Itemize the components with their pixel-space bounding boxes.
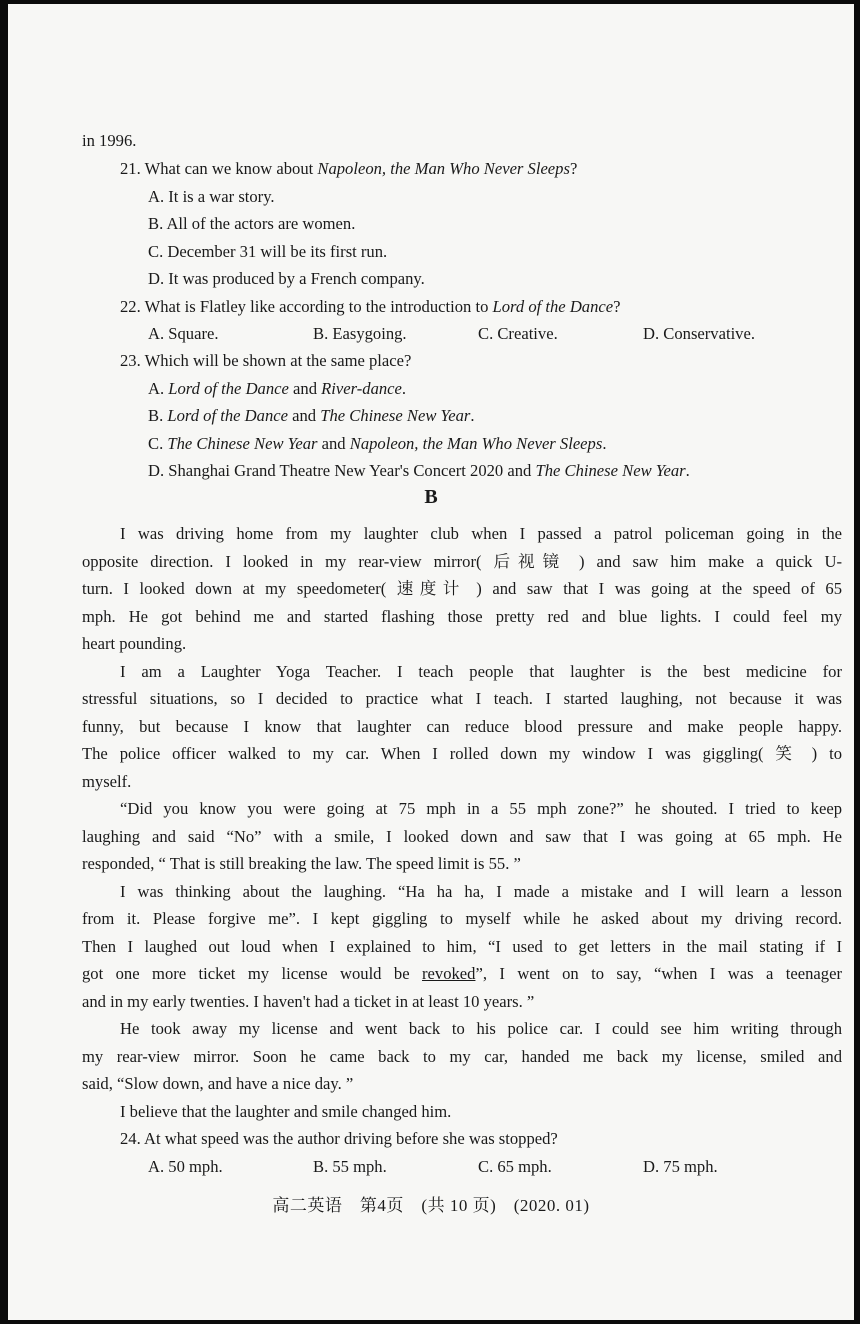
exam-page [8, 4, 854, 1320]
text-segment: D. Shanghai Grand Theatre New Year's Concert 2020 and [148, 461, 536, 480]
text-segment: I believe that the laughter and smile changed him. [120, 1102, 452, 1121]
line-q22 [120, 296, 854, 318]
italic-title: Lord of the Dance [167, 406, 288, 425]
text-segment: B. [148, 406, 168, 425]
text-segment: myself. [82, 772, 132, 791]
text-segment: from it. Please forgive me”. I kept giggling to myself while he asked about my driving record. [82, 909, 842, 928]
text-segment: and [288, 379, 322, 398]
line-p4l4 [82, 963, 842, 985]
text-segment: . [401, 379, 407, 398]
line-q23 [120, 350, 854, 372]
text-segment: “Did you know you were going at 75 mph in a 55 mph zone?” he shouted. I tried to keep [120, 799, 842, 818]
line-p4l3 [82, 936, 842, 958]
italic-title: River-dance [321, 379, 402, 398]
italic-title: Lord of the Dance [492, 297, 614, 316]
text-segment: . [685, 461, 690, 480]
page-footer: 高二英语 第4页 (共 10 页) (2020. 01) [272, 1196, 590, 1215]
line-p5l2 [82, 1046, 842, 1068]
line-p2l3 [82, 716, 842, 738]
option-d: D. Conservative. [643, 324, 755, 343]
line-p4l2 [82, 908, 842, 930]
text-segment: 23. Which will be shown at the same place? [120, 351, 412, 370]
text-segment: stressful situations, so I decided to practice what I teach. I started laughing, not because it was [82, 689, 842, 708]
line-q23b [148, 405, 854, 427]
text-segment: ? [613, 297, 621, 316]
line-p4l5 [82, 991, 842, 1013]
option-c: C. Creative. [478, 324, 558, 343]
option-b: B. Easygoing. [313, 324, 407, 343]
text-segment: D. It was produced by a French company. [148, 269, 425, 288]
line-q21c [148, 241, 854, 263]
text-segment: ? [569, 159, 578, 178]
text-segment: C. December 31 will be its first run. [148, 242, 388, 261]
line-p1l3 [82, 578, 842, 600]
italic-title: Lord of the Dance [168, 379, 289, 398]
text-segment: laughing and said “No” with a smile, I looked down and saw that I was going at 65 mph. He [82, 827, 842, 846]
text-segment: I am a Laughter Yoga Teacher. I teach people that laughter is the best medicine for [120, 662, 842, 681]
text-segment: and in my early twenties. I haven't had a ticket in at least 10 years. ” [82, 992, 535, 1011]
text-segment: Then I laughed out loud when I explained to him, “I used to get letters in the mail stating if I [82, 937, 842, 956]
italic-title: Napoleon, the Man Who Never Sleeps [317, 159, 570, 178]
text-segment: . [470, 406, 475, 425]
text-segment: C. [148, 434, 168, 453]
line-q23a [148, 378, 854, 400]
italic-title: The Chinese New Year [535, 461, 686, 480]
line-q24 [120, 1128, 854, 1150]
line-q21d [148, 268, 854, 290]
line-q23c [148, 433, 854, 455]
line-p3l3 [82, 853, 842, 875]
text-segment: A. [148, 379, 169, 398]
text-segment: and [317, 434, 350, 453]
line-p2l5 [82, 771, 842, 793]
line-p6l1 [120, 1101, 842, 1123]
line-p3l2 [82, 826, 842, 848]
text-segment: ”, I went on to say, “when I was a teenager [475, 964, 842, 983]
option-b: B. 55 mph. [313, 1157, 387, 1176]
text-segment: . [602, 434, 607, 453]
text-segment: opposite direction. I looked in my rear-view mirror( 后视镜 ) and saw him make a quick U- [82, 552, 842, 571]
line-p1l1 [120, 523, 842, 545]
text-segment: got one more ticket my license would be [82, 964, 423, 983]
underlined-word: revoked [422, 964, 476, 983]
text-segment: I was driving home from my laughter club when I passed a patrol policeman going in the [120, 524, 842, 543]
line-q23d [148, 460, 854, 482]
option-a: A. 50 mph. [148, 1157, 223, 1176]
text-segment: 21. What can we know about [120, 159, 318, 178]
line-p1l2 [82, 551, 842, 573]
text-segment: heart pounding. [82, 634, 187, 653]
line-p2l2 [82, 688, 842, 710]
text-segment: B. All of the actors are women. [148, 214, 356, 233]
text-segment: The police officer walked to my car. When I rolled down my window I was giggling( 笑 ) to [82, 744, 842, 763]
line-q21a [148, 186, 854, 208]
text-segment: funny, but because I know that laughter can reduce blood pressure and make people happy. [82, 717, 842, 736]
text-segment: my rear-view mirror. Soon he came back to my car, handed me back my license, smiled and [82, 1047, 842, 1066]
text-segment: mph. He got behind me and started flashing those pretty red and blue lights. I could feel my [82, 607, 842, 626]
text-segment: I was thinking about the laughing. “Ha ha ha, I made a mistake and I will learn a lesson [120, 882, 842, 901]
line-p1l5 [82, 633, 842, 655]
option-a: A. Square. [148, 324, 219, 343]
option-d: D. 75 mph. [643, 1157, 718, 1176]
text-segment: in 1996. [82, 131, 137, 150]
text-segment: 22. What is Flatley like according to the introduction to [120, 297, 493, 316]
option-c: C. 65 mph. [478, 1157, 552, 1176]
text-segment: He took away my license and went back to his police car. I could see him writing through [120, 1019, 842, 1038]
line-q21 [120, 158, 854, 180]
line-q21b [148, 213, 854, 235]
line-p5l3 [82, 1073, 842, 1095]
line-p2l1 [120, 661, 842, 683]
italic-title: Napoleon, the Man Who Never Sleeps [349, 434, 603, 453]
q24-options [148, 1156, 808, 1178]
line-p4l1 [120, 881, 842, 903]
text-segment: turn. I looked down at my speedometer( 速度计 ) and saw that I was going at the speed of 65 [82, 579, 842, 598]
line-secb [8, 486, 854, 508]
italic-title: The Chinese New Year [320, 406, 471, 425]
text-segment: responded, “ That is still breaking the law. The speed limit is 55. ” [82, 854, 521, 873]
line-p1l4 [82, 606, 842, 628]
italic-title: The Chinese New Year [167, 434, 318, 453]
text-segment: B [424, 486, 438, 508]
line-p3l1 [120, 798, 842, 820]
text-segment: 24. At what speed was the author driving before she was stopped? [120, 1129, 558, 1148]
line-p2l4 [82, 743, 842, 765]
text-segment: and [287, 406, 321, 425]
line-p5l1 [120, 1018, 842, 1040]
text-segment: said, “Slow down, and have a nice day. ” [82, 1074, 354, 1093]
line-cont [82, 130, 842, 152]
q22-options [148, 323, 808, 345]
text-segment: A. It is a war story. [148, 187, 275, 206]
